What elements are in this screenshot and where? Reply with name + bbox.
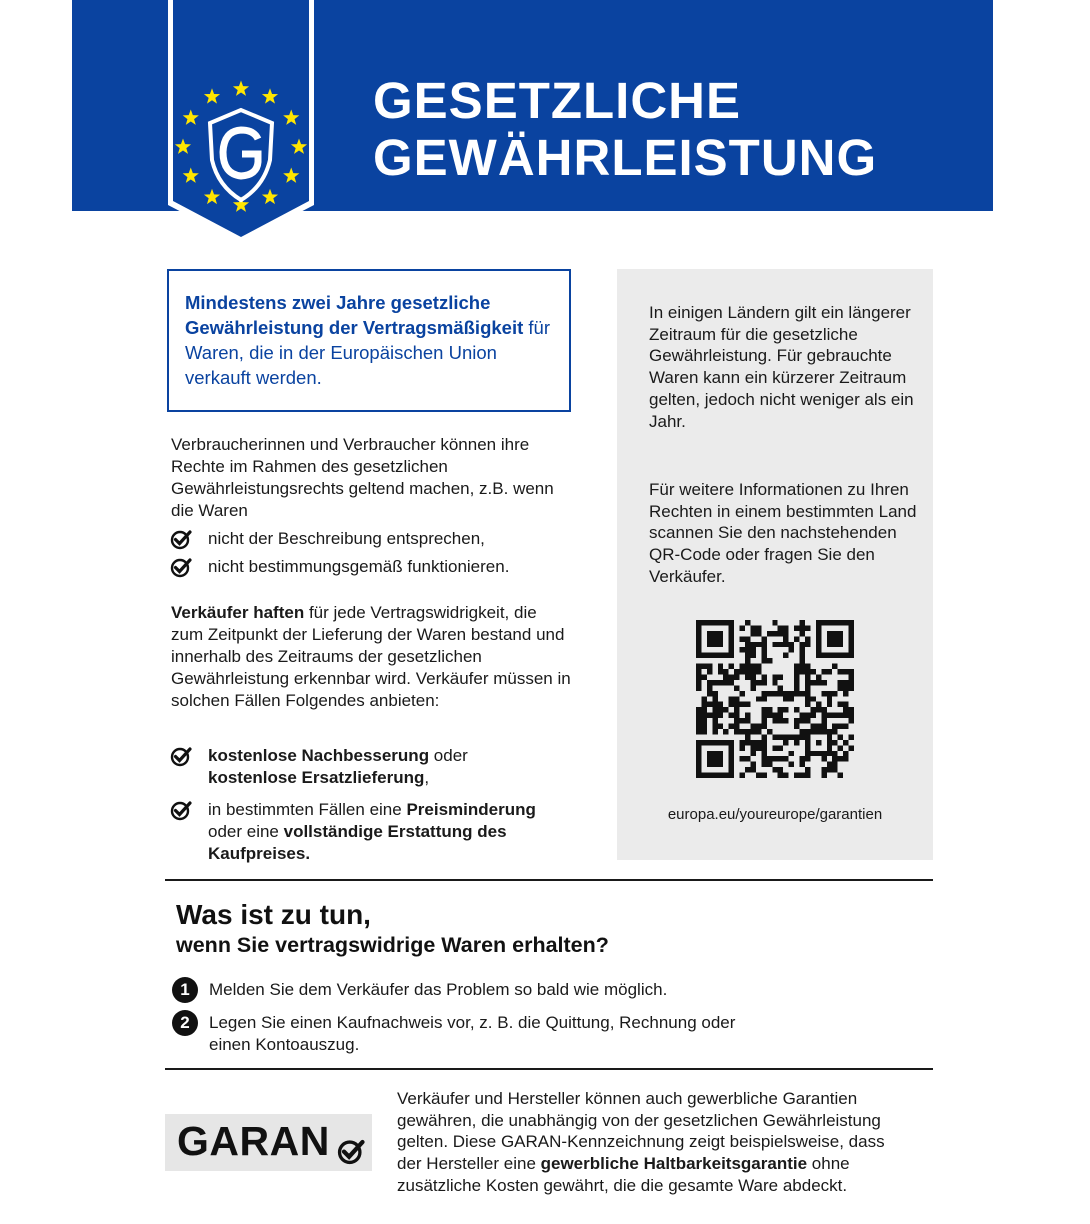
check-circle-icon (337, 1137, 365, 1165)
garan-paragraph: Verkäufer und Hersteller können auch gewerbliche Garantien gewähren, die unabhängig von der gesetzlichen Gewährleistung gelten. Diese GARAN-Kennzeichnung zeigt beispielsweise, dass der Hersteller eine gewerbliche Haltbarkeitsgarantie ohne zusätzliche Kosten gewährt, die die gesamte Ware abdeckt. (397, 1089, 885, 1195)
steps-subheading: wenn Sie vertragswidrige Waren erhalten? (176, 933, 609, 957)
check-circle-icon (170, 745, 192, 767)
page-title: GESETZLICHE GEWÄHRLEISTUNG (373, 72, 878, 186)
steps-heading: Was ist zu tun, (176, 899, 371, 930)
rights-paragraph: Verbraucherinnen und Verbraucher können ihre Rechte im Rahmen des gesetzlichen Gewährleistungsrechts geltend machen, z.B. wenn die Waren (171, 435, 554, 520)
divider (165, 1068, 933, 1070)
sidebar-paragraph: Für weitere Informationen zu Ihren Rechten in einem bestimmten Land scannen Sie den nachstehenden QR-Code oder fragen Sie den Verkäufer. (649, 480, 917, 586)
check-circle-icon (170, 528, 192, 550)
divider (165, 879, 933, 881)
step-number: 2 (172, 1010, 198, 1036)
eu-guarantee-badge-icon (166, 0, 316, 245)
garan-logo-text: GARAN (177, 1118, 330, 1164)
qr-code-icon[interactable] (696, 620, 854, 778)
intro-text: Mindestens zwei Jahre gesetzliche Gewährleistung der Vertragsmäßigkeit für Waren, die in der Europäischen Union verkauft werden. (185, 292, 550, 388)
info-link[interactable]: europa.eu/youreurope/garantien (667, 806, 883, 823)
liability-paragraph: Verkäufer haften für jede Vertragswidrigkeit, die zum Zeitpunkt der Lieferung der Waren bestand und innerhalb des Zeitraums der gesetzlichen Gewährleistung erkennbar wird. Verkäufer müssen in solchen Fällen Folgendes anbieten: (171, 603, 571, 710)
check-circle-icon (170, 556, 192, 578)
check-circle-icon (170, 799, 192, 821)
sidebar-paragraph: In einigen Ländern gilt ein längerer Zeitraum für die gesetzliche Gewährleistung. Für gebrauchte Waren kann ein kürzerer Zeitraum gelten, jedoch nicht weniger als ein Jahr. (649, 303, 914, 431)
step-number: 1 (172, 977, 198, 1003)
